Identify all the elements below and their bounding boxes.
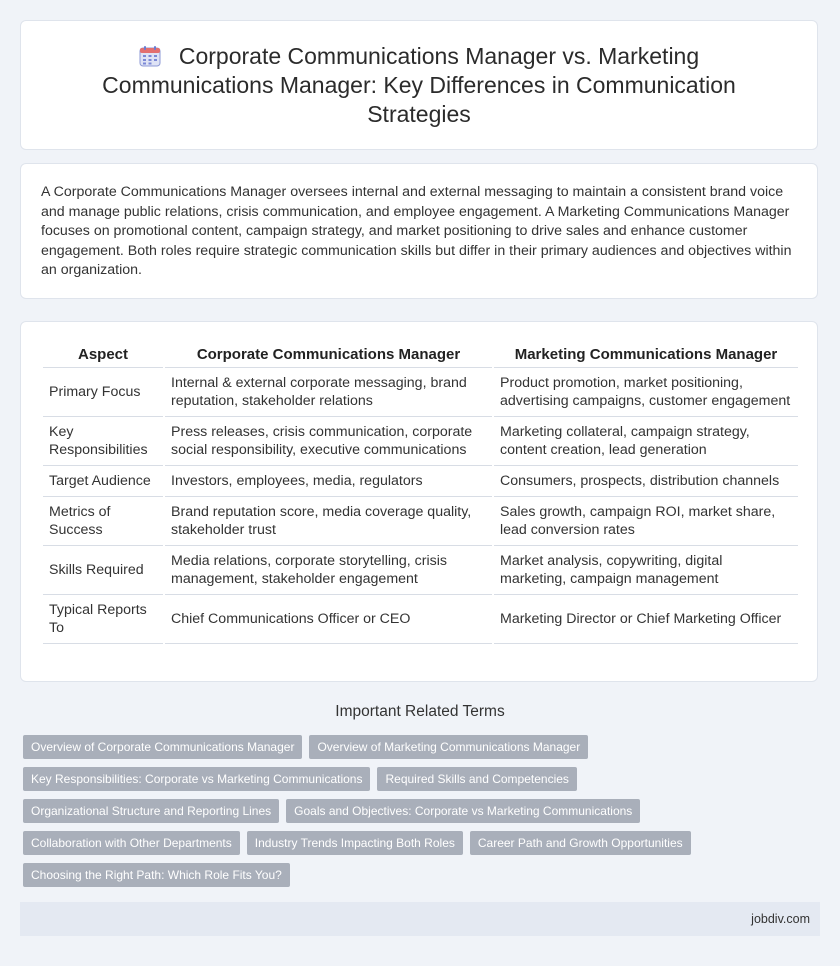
table-row: [43, 417, 798, 466]
comparison-table: [41, 338, 800, 644]
title-card: [20, 20, 818, 150]
related-term-tag[interactable]: Goals and Objectives: Corporate vs Marketing Communications: [286, 799, 640, 823]
row-aspect: Target Audience: [43, 466, 163, 497]
row-corporate: Media relations, corporate storytelling, crisis management, stakeholder engagement: [165, 546, 492, 595]
row-corporate: Brand reputation score, media coverage quality, stakeholder trust: [165, 497, 492, 546]
table-header-row: [43, 338, 798, 368]
header-marketing: Marketing Communications Manager: [494, 338, 798, 368]
related-terms-title: Important Related Terms: [335, 703, 505, 720]
table-row: [43, 497, 798, 546]
table-row: [43, 546, 798, 595]
related-term-tag[interactable]: Key Responsibilities: Corporate vs Marketing Communications: [23, 767, 370, 791]
related-term-tag[interactable]: Choosing the Right Path: Which Role Fits You?: [23, 863, 290, 887]
page-title-text: Corporate Communications Manager vs. Marketing Communications Manager: Key Differences in Communication Strategies: [102, 42, 736, 127]
table-row: [43, 595, 798, 644]
row-corporate: Internal & external corporate messaging, brand reputation, stakeholder relations: [165, 368, 492, 417]
table-row: [43, 466, 798, 497]
related-term-tag[interactable]: Overview of Corporate Communications Manager: [23, 735, 302, 759]
intro-paragraph: A Corporate Communications Manager oversees internal and external messaging to maintain a consistent brand voice and manage public relations, crisis communication, and employee engagement. A Marketing Communications Manager focuses on promotional content, campaign strategy, and market positioning to drive sales and enhance customer engagement. Both roles require strategic communication skills but differ in their primary audiences and objectives within an organization.: [41, 184, 792, 279]
row-corporate: Press releases, crisis communication, corporate social responsibility, executive communications: [165, 417, 492, 466]
row-aspect: Primary Focus: [43, 368, 163, 417]
related-term-tag[interactable]: Industry Trends Impacting Both Roles: [247, 831, 463, 855]
row-aspect: Metrics of Success: [43, 497, 163, 546]
row-aspect: Skills Required: [43, 546, 163, 595]
comparison-card: [20, 321, 818, 682]
row-marketing: Marketing collateral, campaign strategy, content creation, lead generation: [494, 417, 798, 466]
row-corporate: Investors, employees, media, regulators: [165, 466, 492, 497]
calendar-icon: [139, 45, 161, 67]
row-marketing: Product promotion, market positioning, advertising campaigns, customer engagement: [494, 368, 798, 417]
related-term-tag[interactable]: Organizational Structure and Reporting Lines: [23, 799, 279, 823]
row-aspect: Key Responsibilities: [43, 417, 163, 466]
intro-card: [20, 163, 818, 299]
table-row: [43, 368, 798, 417]
related-term-tag[interactable]: Collaboration with Other Departments: [23, 831, 240, 855]
footer: [20, 902, 820, 936]
related-terms-list: [23, 735, 813, 895]
related-term-tag[interactable]: Career Path and Growth Opportunities: [470, 831, 691, 855]
related-term-tag[interactable]: Overview of Marketing Communications Manager: [309, 735, 588, 759]
header-aspect: Aspect: [43, 338, 163, 368]
row-marketing: Sales growth, campaign ROI, market share, lead conversion rates: [494, 497, 798, 546]
row-marketing: Market analysis, copywriting, digital marketing, campaign management: [494, 546, 798, 595]
footer-site-link[interactable]: jobdiv.com: [751, 912, 810, 926]
row-corporate: Chief Communications Officer or CEO: [165, 595, 492, 644]
row-marketing: Consumers, prospects, distribution channels: [494, 466, 798, 497]
page-title: [69, 42, 769, 129]
row-marketing: Marketing Director or Chief Marketing Officer: [494, 595, 798, 644]
related-term-tag[interactable]: Required Skills and Competencies: [377, 767, 576, 791]
row-aspect: Typical Reports To: [43, 595, 163, 644]
header-corporate: Corporate Communications Manager: [165, 338, 492, 368]
